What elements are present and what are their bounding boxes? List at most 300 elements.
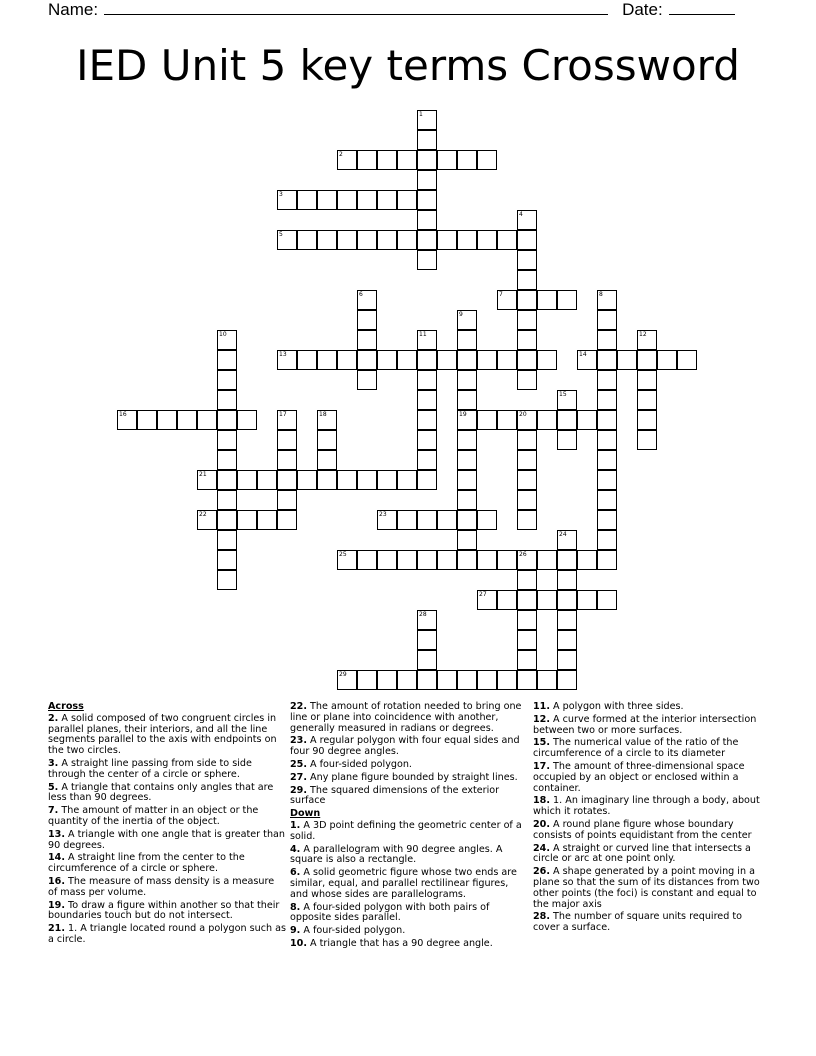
grid-cell[interactable] xyxy=(337,350,357,370)
grid-cell[interactable] xyxy=(357,150,377,170)
grid-cell[interactable] xyxy=(217,570,237,590)
clue-item xyxy=(533,715,771,737)
grid-cell[interactable] xyxy=(317,190,337,210)
grid-cell[interactable] xyxy=(277,430,297,450)
grid-cell[interactable] xyxy=(457,310,477,330)
clue-item xyxy=(290,903,528,925)
clue-number: 14 xyxy=(579,351,587,358)
clue-item xyxy=(533,820,771,842)
clue-number: 17 xyxy=(279,411,287,418)
grid-cell[interactable] xyxy=(597,550,617,570)
grid-cell[interactable] xyxy=(557,610,577,630)
grid-cell[interactable] xyxy=(197,510,217,530)
grid-cell[interactable] xyxy=(277,350,297,370)
grid-cell[interactable] xyxy=(457,490,477,510)
clue-text: A triangle that contains only angles that are less than 90 degrees. xyxy=(48,781,274,804)
grid-cell[interactable] xyxy=(577,550,597,570)
grid-cell[interactable] xyxy=(417,410,437,430)
name-label: Name: xyxy=(48,0,99,19)
grid-cell[interactable] xyxy=(597,290,617,310)
clue-text: The number of square units required to cover a surface. xyxy=(533,911,742,934)
grid-cell[interactable] xyxy=(337,670,357,690)
clue-item xyxy=(290,821,528,843)
clue-text: A shape generated by a point moving in a plane so that the sum of its distances from two other points (the foci) is constant and equal to the major axis xyxy=(533,866,760,910)
grid-cell[interactable] xyxy=(477,590,497,610)
clue-text: The amount of rotation needed to bring one line or plane into coincidence with another, generally measured in radians or degrees. xyxy=(290,701,522,734)
grid-cell[interactable] xyxy=(597,450,617,470)
clue-item xyxy=(290,939,528,950)
clue-number: 25. xyxy=(290,758,307,770)
grid-cell[interactable] xyxy=(437,150,457,170)
grid-cell[interactable] xyxy=(557,430,577,450)
grid-cell[interactable] xyxy=(517,550,537,570)
clue-number: 18 xyxy=(319,411,327,418)
grid-cell[interactable] xyxy=(637,350,657,370)
grid-cell[interactable] xyxy=(157,410,177,430)
grid-cell[interactable] xyxy=(597,330,617,350)
clue-number: 23 xyxy=(379,511,387,518)
clue-text: A triangle that has a 90 degree angle. xyxy=(307,937,493,949)
grid-cell[interactable] xyxy=(217,350,237,370)
clue-number: 12. xyxy=(533,713,550,725)
grid-cell[interactable] xyxy=(297,230,317,250)
grid-cell[interactable] xyxy=(457,470,477,490)
grid-cell[interactable] xyxy=(457,550,477,570)
grid-cell[interactable] xyxy=(517,590,537,610)
clue-number: 1. xyxy=(290,819,301,831)
grid-cell[interactable] xyxy=(377,190,397,210)
clue-number: 6. xyxy=(290,867,301,879)
clue-text: A four-sided polygon with both pairs of opposite sides parallel. xyxy=(290,901,490,924)
grid-cell[interactable] xyxy=(557,390,577,410)
grid-cell[interactable] xyxy=(677,350,697,370)
clue-number: 11. xyxy=(533,701,550,712)
grid-cell[interactable] xyxy=(537,290,557,310)
grid-cell[interactable] xyxy=(457,410,477,430)
grid-cell[interactable] xyxy=(317,230,337,250)
grid-cell[interactable] xyxy=(217,370,237,390)
clue-text: A solid geometric figure whose two ends are similar, equal, and parallel rectilinear figures, and whose sides are parallelograms. xyxy=(290,867,517,900)
grid-cell[interactable] xyxy=(497,230,517,250)
grid-cell[interactable] xyxy=(417,230,437,250)
grid-cell[interactable] xyxy=(557,570,577,590)
grid-cell[interactable] xyxy=(417,190,437,210)
grid-cell[interactable] xyxy=(637,370,657,390)
clue-item xyxy=(48,877,286,899)
grid-cell[interactable] xyxy=(417,470,437,490)
clue-item xyxy=(533,796,771,818)
clue-item xyxy=(48,853,286,875)
grid-cell[interactable] xyxy=(217,410,237,430)
clue-text: A four-sided polygon. xyxy=(307,758,412,770)
grid-cell[interactable] xyxy=(517,650,537,670)
clue-number: 20 xyxy=(519,411,527,418)
grid-cell[interactable] xyxy=(517,210,537,230)
clue-number: 28 xyxy=(419,611,427,618)
clue-item xyxy=(533,912,771,934)
grid-cell[interactable] xyxy=(417,210,437,230)
grid-cell[interactable] xyxy=(217,550,237,570)
grid-cell[interactable] xyxy=(557,590,577,610)
puzzle-title: IED Unit 5 key terms Crossword xyxy=(76,41,740,90)
clue-text: A round plane figure whose boundary consists of points equidistant from the center xyxy=(533,818,752,841)
grid-cell[interactable] xyxy=(397,230,417,250)
grid-cell[interactable] xyxy=(317,350,337,370)
grid-cell[interactable] xyxy=(497,350,517,370)
grid-cell[interactable] xyxy=(357,330,377,350)
grid-cell[interactable] xyxy=(497,290,517,310)
grid-cell[interactable] xyxy=(237,410,257,430)
grid-cell[interactable] xyxy=(417,350,437,370)
grid-cell[interactable] xyxy=(257,510,277,530)
clue-number: 16. xyxy=(48,875,65,887)
grid-cell[interactable] xyxy=(477,550,497,570)
clue-text: 1. A triangle located round a polygon such as a circle. xyxy=(48,923,286,945)
grid-cell[interactable] xyxy=(357,470,377,490)
grid-cell[interactable] xyxy=(517,290,537,310)
grid-cell[interactable] xyxy=(377,550,397,570)
grid-cell[interactable] xyxy=(217,510,237,530)
grid-cell[interactable] xyxy=(437,550,457,570)
clue-number: 21. xyxy=(48,923,65,935)
grid-cell[interactable] xyxy=(537,670,557,690)
grid-cell[interactable] xyxy=(517,610,537,630)
clue-text: A parallelogram with 90 degree angles. A square is also a rectangle. xyxy=(290,843,503,866)
grid-cell[interactable] xyxy=(337,470,357,490)
grid-cell[interactable] xyxy=(457,150,477,170)
grid-cell[interactable] xyxy=(317,470,337,490)
clue-number: 23. xyxy=(290,735,307,747)
grid-cell[interactable] xyxy=(617,350,637,370)
grid-cell[interactable] xyxy=(557,630,577,650)
clue-item xyxy=(290,845,528,867)
grid-cell[interactable] xyxy=(557,530,577,550)
grid-cell[interactable] xyxy=(237,510,257,530)
grid-cell[interactable] xyxy=(377,470,397,490)
clue-item xyxy=(533,702,771,713)
clue-number: 26 xyxy=(519,551,527,558)
grid-cell[interactable] xyxy=(277,510,297,530)
clue-item xyxy=(290,736,528,758)
grid-cell[interactable] xyxy=(637,410,657,430)
grid-cell[interactable] xyxy=(377,230,397,250)
grid-cell[interactable] xyxy=(597,510,617,530)
grid-cell[interactable] xyxy=(477,230,497,250)
grid-cell[interactable] xyxy=(517,370,537,390)
clue-text: Any plane figure bounded by straight lines. xyxy=(307,771,518,783)
clue-number: 4 xyxy=(519,211,523,218)
clue-number: 17. xyxy=(533,760,550,772)
grid-cell[interactable] xyxy=(377,670,397,690)
grid-cell[interactable] xyxy=(597,490,617,510)
grid-cell[interactable] xyxy=(637,430,657,450)
grid-cell[interactable] xyxy=(517,470,537,490)
grid-cell[interactable] xyxy=(417,430,437,450)
grid-cell[interactable] xyxy=(517,310,537,330)
clue-number: 26. xyxy=(533,866,550,878)
grid-cell[interactable] xyxy=(257,470,277,490)
clue-number: 11 xyxy=(419,331,427,338)
grid-cell[interactable] xyxy=(337,190,357,210)
clue-item xyxy=(48,759,286,781)
grid-cell[interactable] xyxy=(537,550,557,570)
grid-cell[interactable] xyxy=(517,450,537,470)
grid-cell[interactable] xyxy=(457,510,477,530)
grid-cell[interactable] xyxy=(417,650,437,670)
grid-cell[interactable] xyxy=(557,670,577,690)
clue-item xyxy=(48,714,286,757)
grid-cell[interactable] xyxy=(597,470,617,490)
grid-cell[interactable] xyxy=(317,410,337,430)
grid-cell[interactable] xyxy=(417,510,437,530)
grid-cell[interactable] xyxy=(417,390,437,410)
clue-number: 8. xyxy=(290,901,301,913)
grid-cell[interactable] xyxy=(217,390,237,410)
grid-cell[interactable] xyxy=(417,630,437,650)
clue-item xyxy=(290,786,528,808)
grid-cell[interactable] xyxy=(597,370,617,390)
grid-cell[interactable] xyxy=(517,330,537,350)
grid-cell[interactable] xyxy=(537,410,557,430)
grid-cell[interactable] xyxy=(517,670,537,690)
clue-text: A polygon with three sides. xyxy=(550,701,684,712)
grid-cell[interactable] xyxy=(437,510,457,530)
grid-cell[interactable] xyxy=(277,190,297,210)
grid-cell[interactable] xyxy=(517,230,537,250)
clues-column-1 xyxy=(48,702,286,948)
grid-cell[interactable] xyxy=(477,510,497,530)
grid-cell[interactable] xyxy=(457,430,477,450)
grid-cell[interactable] xyxy=(477,150,497,170)
grid-cell[interactable] xyxy=(457,370,477,390)
clue-number: 1 xyxy=(419,111,423,118)
clue-number: 2 xyxy=(339,151,343,158)
grid-cell[interactable] xyxy=(397,670,417,690)
grid-cell[interactable] xyxy=(457,670,477,690)
grid-cell[interactable] xyxy=(557,650,577,670)
grid-cell[interactable] xyxy=(397,550,417,570)
clue-number: 13 xyxy=(279,351,287,358)
grid-cell[interactable] xyxy=(277,230,297,250)
clue-number: 14. xyxy=(48,852,65,864)
grid-cell[interactable] xyxy=(177,410,197,430)
grid-cell[interactable] xyxy=(337,150,357,170)
grid-cell[interactable] xyxy=(277,450,297,470)
clue-text: A 3D point defining the geometric center of a solid. xyxy=(290,819,522,842)
clue-text: A regular polygon with four equal sides and four 90 degree angles. xyxy=(290,735,520,758)
clue-number: 4. xyxy=(290,843,301,855)
clue-text: A straight line passing from side to side through the center of a circle or sphere. xyxy=(48,757,252,780)
grid-cell[interactable] xyxy=(517,250,537,270)
grid-cell[interactable] xyxy=(397,150,417,170)
clue-text: To draw a figure within another so that their boundaries touch but do not intersect. xyxy=(48,899,280,922)
grid-cell[interactable] xyxy=(557,550,577,570)
clue-number: 24. xyxy=(533,842,550,854)
clue-number: 9. xyxy=(290,925,301,937)
clue-number: 7 xyxy=(499,291,503,298)
grid-cell[interactable] xyxy=(237,470,257,490)
clue-number: 22. xyxy=(290,701,307,712)
grid-cell[interactable] xyxy=(417,150,437,170)
clue-number: 16 xyxy=(119,411,127,418)
clue-number: 27 xyxy=(479,591,487,598)
grid-cell[interactable] xyxy=(317,450,337,470)
clue-number: 21 xyxy=(199,471,207,478)
clue-number: 10 xyxy=(219,331,227,338)
grid-cell[interactable] xyxy=(497,550,517,570)
clue-number: 15 xyxy=(559,391,567,398)
clue-item xyxy=(533,738,771,760)
grid-cell[interactable] xyxy=(357,190,377,210)
grid-cell[interactable] xyxy=(597,590,617,610)
clue-text: The squared dimensions of the exterior surface xyxy=(290,784,500,807)
clue-item xyxy=(533,867,771,910)
grid-cell[interactable] xyxy=(337,230,357,250)
clue-number: 12 xyxy=(639,331,647,338)
grid-cell[interactable] xyxy=(457,450,477,470)
grid-cell[interactable] xyxy=(517,350,537,370)
grid-cell[interactable] xyxy=(597,530,617,550)
grid-cell[interactable] xyxy=(437,230,457,250)
grid-cell[interactable] xyxy=(217,330,237,350)
grid-cell[interactable] xyxy=(597,350,617,370)
grid-cell[interactable] xyxy=(477,350,497,370)
grid-cell[interactable] xyxy=(417,670,437,690)
grid-cell[interactable] xyxy=(357,290,377,310)
clue-item xyxy=(290,868,528,900)
grid-cell[interactable] xyxy=(497,670,517,690)
grid-cell[interactable] xyxy=(417,250,437,270)
grid-cell[interactable] xyxy=(557,290,577,310)
grid-cell[interactable] xyxy=(457,330,477,350)
clue-text: The amount of matter in an object or the quantity of the inertia of the object. xyxy=(48,805,259,827)
grid-cell[interactable] xyxy=(597,430,617,450)
grid-cell[interactable] xyxy=(457,530,477,550)
clue-text: A triangle with one angle that is greater than 90 degrees. xyxy=(48,828,285,851)
grid-cell[interactable] xyxy=(657,350,677,370)
clue-heading: Down xyxy=(290,808,321,820)
grid-cell[interactable] xyxy=(377,510,397,530)
grid-cell[interactable] xyxy=(197,410,217,430)
grid-cell[interactable] xyxy=(397,350,417,370)
grid-cell[interactable] xyxy=(517,510,537,530)
grid-cell[interactable] xyxy=(577,410,597,430)
clue-item xyxy=(48,830,286,852)
clue-item xyxy=(290,773,528,784)
clue-heading: Across xyxy=(48,701,84,712)
grid-cell[interactable] xyxy=(417,550,437,570)
grid-cell[interactable] xyxy=(277,470,297,490)
grid-cell[interactable] xyxy=(217,490,237,510)
grid-cell[interactable] xyxy=(317,430,337,450)
grid-cell[interactable] xyxy=(217,530,237,550)
grid-cell[interactable] xyxy=(637,330,657,350)
grid-cell[interactable] xyxy=(277,490,297,510)
grid-cell[interactable] xyxy=(297,350,317,370)
grid-cell[interactable] xyxy=(377,350,397,370)
grid-cell[interactable] xyxy=(297,190,317,210)
grid-cell[interactable] xyxy=(357,550,377,570)
grid-cell[interactable] xyxy=(477,670,497,690)
grid-cell[interactable] xyxy=(517,410,537,430)
clue-number: 18. xyxy=(533,795,550,807)
grid-cell[interactable] xyxy=(337,550,357,570)
grid-cell[interactable] xyxy=(497,410,517,430)
grid-cell[interactable] xyxy=(537,350,557,370)
clue-number: 10. xyxy=(290,937,307,949)
clue-item xyxy=(48,924,286,946)
grid-cell[interactable] xyxy=(517,490,537,510)
grid-cell[interactable] xyxy=(417,450,437,470)
grid-cell[interactable] xyxy=(577,350,597,370)
clue-number: 13. xyxy=(48,828,65,840)
grid-cell[interactable] xyxy=(217,430,237,450)
grid-cell[interactable] xyxy=(357,670,377,690)
clue-number: 27. xyxy=(290,771,307,783)
grid-cell[interactable] xyxy=(517,570,537,590)
grid-cell[interactable] xyxy=(537,590,557,610)
grid-cell[interactable] xyxy=(497,590,517,610)
grid-cell[interactable] xyxy=(517,270,537,290)
grid-cell[interactable] xyxy=(577,590,597,610)
grid-cell[interactable] xyxy=(517,630,537,650)
grid-cell[interactable] xyxy=(477,410,497,430)
grid-cell[interactable] xyxy=(217,450,237,470)
date-label: Date: xyxy=(622,0,663,19)
grid-cell[interactable] xyxy=(557,410,577,430)
grid-cell[interactable] xyxy=(597,390,617,410)
grid-cell[interactable] xyxy=(417,110,437,130)
grid-cell[interactable] xyxy=(517,430,537,450)
grid-cell[interactable] xyxy=(457,230,477,250)
grid-cell[interactable] xyxy=(417,130,437,150)
grid-cell[interactable] xyxy=(417,330,437,350)
grid-cell[interactable] xyxy=(357,310,377,330)
grid-cell[interactable] xyxy=(417,370,437,390)
grid-cell[interactable] xyxy=(437,670,457,690)
grid-cell[interactable] xyxy=(117,410,137,430)
grid-cell[interactable] xyxy=(397,470,417,490)
grid-cell[interactable] xyxy=(457,350,477,370)
grid-cell[interactable] xyxy=(137,410,157,430)
grid-cell[interactable] xyxy=(637,390,657,410)
grid-cell[interactable] xyxy=(357,350,377,370)
grid-cell[interactable] xyxy=(217,470,237,490)
clue-number: 5. xyxy=(48,781,59,793)
grid-cell[interactable] xyxy=(397,190,417,210)
grid-cell[interactable] xyxy=(297,470,317,490)
clue-number: 3. xyxy=(48,757,59,769)
grid-cell[interactable] xyxy=(357,370,377,390)
grid-cell[interactable] xyxy=(417,170,437,190)
grid-cell[interactable] xyxy=(357,230,377,250)
clue-text: A straight or curved line that intersects a circle or arc at one point only. xyxy=(533,842,751,865)
grid-cell[interactable] xyxy=(597,410,617,430)
grid-cell[interactable] xyxy=(277,410,297,430)
grid-cell[interactable] xyxy=(597,310,617,330)
clue-text: A straight line from the center to the circumference of a circle or sphere. xyxy=(48,852,245,875)
grid-cell[interactable] xyxy=(197,470,217,490)
grid-cell[interactable] xyxy=(377,150,397,170)
clue-item xyxy=(290,702,528,734)
grid-cell[interactable] xyxy=(457,390,477,410)
clue-text: The amount of three-dimensional space occupied by an object or enclosed within a container. xyxy=(533,760,745,794)
grid-cell[interactable] xyxy=(437,350,457,370)
grid-cell[interactable] xyxy=(397,510,417,530)
grid-cell[interactable] xyxy=(417,610,437,630)
clue-number: 20. xyxy=(533,818,550,830)
clue-item xyxy=(290,760,528,771)
